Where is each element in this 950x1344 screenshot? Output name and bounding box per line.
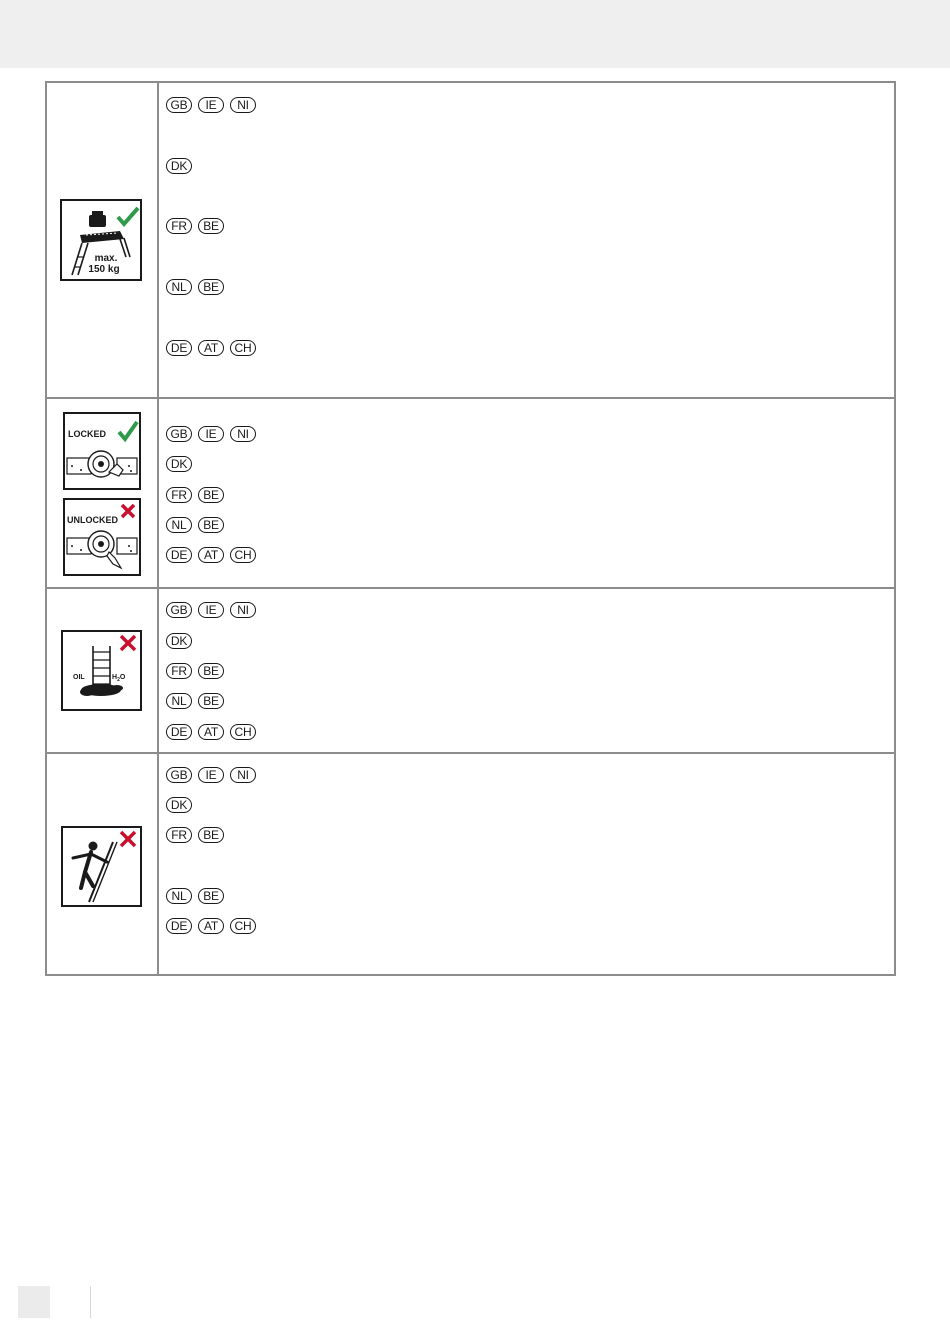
leaning-over-cross-icon: [61, 826, 142, 907]
table-row-leaning: [47, 754, 894, 974]
instructions-cell: [159, 589, 894, 752]
lang-badge: DK: [166, 158, 192, 174]
instructions-cell: [159, 754, 894, 974]
lang-line-fr: [166, 218, 224, 238]
lang-badge: FR: [166, 218, 192, 234]
page-header-band: [0, 0, 950, 68]
lang-line-nl: [166, 517, 224, 537]
lang-badge: AT: [198, 724, 224, 740]
lang-badge: BE: [198, 218, 224, 234]
lang-badge: GB: [166, 767, 192, 783]
lang-line-dk: [166, 797, 192, 817]
lang-line-en: [166, 426, 256, 446]
lang-badge: NL: [166, 888, 192, 904]
lang-badge: CH: [230, 340, 256, 356]
pictogram-cell: [47, 754, 159, 974]
lang-badge: NI: [230, 767, 256, 783]
footer-divider: [90, 1286, 91, 1318]
instructions-cell: [159, 83, 894, 397]
slippery-surface-cross-icon: [61, 630, 142, 711]
unlocked-label: UNLOCKED: [67, 515, 118, 525]
water-label-sub: 2: [117, 677, 120, 683]
lang-badge: BE: [198, 487, 224, 503]
safety-instructions-table: [45, 81, 896, 976]
lang-badge: DE: [166, 547, 192, 563]
lang-badge: CH: [230, 547, 256, 563]
lang-badge: BE: [198, 888, 224, 904]
lang-badge: GB: [166, 602, 192, 618]
lang-badge: BE: [198, 827, 224, 843]
water-label: [112, 674, 126, 683]
lang-badge: DE: [166, 724, 192, 740]
lang-badge: AT: [198, 918, 224, 934]
lang-badge: IE: [198, 97, 224, 113]
lang-line-fr: [166, 827, 224, 847]
lang-badge: FR: [166, 827, 192, 843]
max-load-label-line1: max.: [94, 253, 118, 264]
lang-line-fr: [166, 487, 224, 507]
lang-line-en: [166, 602, 256, 622]
lang-badge: AT: [198, 547, 224, 563]
locked-label: LOCKED: [68, 429, 106, 439]
lang-badge: DK: [166, 456, 192, 472]
lang-line-nl: [166, 693, 224, 713]
lang-badge: DK: [166, 633, 192, 649]
lang-badge: DK: [166, 797, 192, 813]
joint-locked-check-icon: [63, 412, 141, 490]
lang-badge: AT: [198, 340, 224, 356]
lang-badge: NL: [166, 693, 192, 709]
water-label-o: O: [119, 674, 126, 681]
lang-line-nl: [166, 279, 224, 299]
table-row-slippery: [47, 589, 894, 754]
lang-badge: NL: [166, 517, 192, 533]
water-label-h: H: [112, 674, 118, 681]
lang-line-en: [166, 97, 256, 117]
lang-badge: NI: [230, 426, 256, 442]
pictogram-cell: [47, 589, 159, 752]
max-load-label-line2: 150 kg: [88, 264, 120, 275]
lang-badge: GB: [166, 426, 192, 442]
lang-badge: DE: [166, 918, 192, 934]
lang-badge: BE: [198, 693, 224, 709]
lang-badge: IE: [198, 602, 224, 618]
lang-line-de: [166, 340, 256, 360]
lang-line-dk: [166, 158, 192, 178]
lang-badge: NL: [166, 279, 192, 295]
lang-badge: GB: [166, 97, 192, 113]
lang-badge: CH: [230, 724, 256, 740]
lang-line-de: [166, 724, 256, 744]
lang-badge: IE: [198, 767, 224, 783]
lang-line-nl: [166, 888, 224, 908]
lang-line-dk: [166, 456, 192, 476]
table-row-joint-lock: [47, 399, 894, 589]
lang-line-de: [166, 918, 256, 938]
table-row-max-load: [47, 83, 894, 399]
lang-badge: CH: [230, 918, 256, 934]
lang-badge: BE: [198, 663, 224, 679]
max-load-check-icon: [60, 199, 142, 281]
lang-badge: BE: [198, 517, 224, 533]
pictogram-cell: [47, 399, 159, 587]
oil-label: OIL: [73, 674, 85, 681]
page-number-box: [18, 1286, 50, 1318]
lang-badge: BE: [198, 279, 224, 295]
pictogram-cell: [47, 83, 159, 397]
lang-badge: FR: [166, 663, 192, 679]
lang-line-de: [166, 547, 256, 567]
lang-badge: FR: [166, 487, 192, 503]
joint-unlocked-cross-icon: [63, 498, 141, 576]
lang-badge: DE: [166, 340, 192, 356]
lang-badge: NI: [230, 602, 256, 618]
instructions-cell: [159, 399, 894, 587]
lang-line-dk: [166, 633, 192, 653]
lang-badge: IE: [198, 426, 224, 442]
lang-line-fr: [166, 663, 224, 683]
lang-line-en: [166, 767, 256, 787]
lang-badge: NI: [230, 97, 256, 113]
